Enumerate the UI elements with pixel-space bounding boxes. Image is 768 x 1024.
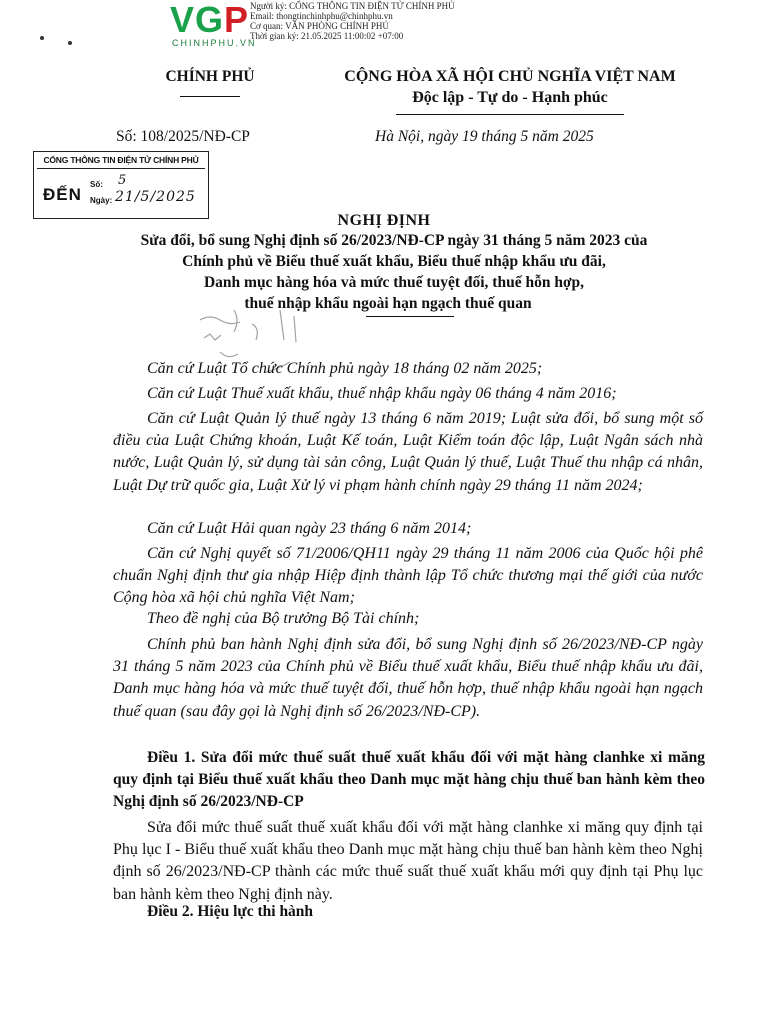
vgp-logo — [170, 2, 249, 38]
title-line-2: Chính phủ về Biểu thuế xuất khẩu, Biểu thuế nhập khẩu ưu đãi, — [182, 253, 606, 270]
document-type: NGHỊ ĐỊNH — [337, 212, 431, 229]
preamble-item: Căn cứ Luật Hải quan ngày 23 tháng 6 năm 2014; — [147, 520, 472, 537]
preamble-item: Căn cứ Nghị quyết số 71/2006/QH11 ngày 29 tháng 11 năm 2006 của Quốc hội phê chuẩn Nghị định thư gia nhập Hiệp định thành lập Tổ chức thương mại thế giới của nước Cộng hòa xã hội chủ nghĩa Việt Nam; — [113, 545, 703, 607]
title-line-3: Danh mục hàng hóa và mức thuế tuyệt đối, thuế hỗn hợp, — [203, 274, 585, 291]
issuer-underline — [180, 96, 240, 97]
title-underline — [366, 316, 454, 317]
stamp-number-value: 5 — [118, 173, 127, 188]
digital-signature-info — [250, 1, 455, 41]
title-line-4: thuế nhập khẩu ngoài hạn ngạch thuế quan — [244, 295, 532, 312]
preamble-enactment: Chính phủ ban hành Nghị định sửa đổi, bổ sung Nghị định số 26/2023/NĐ-CP ngày 31 tháng 5 năm 2023 của Chính phủ về Biểu thuế xuất khẩu, Biểu thuế nhập khẩu ưu đãi, Danh mục hàng hóa và mức thuế tuyệt đối, thuế hỗn hợp, thuế nhập khẩu ngoài hạn ngạch thuế quan (sau đây gọi là Nghị định số 26/2023/NĐ-CP). — [113, 636, 703, 720]
national-title: CỘNG HÒA XÃ HỘI CHỦ NGHĨA VIỆT NAM — [344, 68, 676, 85]
title-line-1: Sửa đổi, bổ sung Nghị định số 26/2023/NĐ-CP ngày 31 tháng 5 năm 2023 của — [140, 232, 648, 249]
place-date: Hà Nội, ngày 19 tháng 5 năm 2025 — [375, 128, 594, 145]
stamp-date-label: Ngày: — [90, 196, 113, 205]
vgp-logo-sub: CHINHPHU.VN — [172, 38, 257, 48]
signature-email: Email: thongtinchinhphu@chinhphu.vn — [250, 11, 393, 21]
issuer-name: CHÍNH PHỦ — [165, 68, 255, 85]
stamp-date-value: 21/5/2025 — [115, 189, 196, 205]
preamble-item: Theo đề nghị của Bộ trưởng Bộ Tài chính; — [147, 610, 420, 627]
article-1-body: Sửa đổi mức thuế suất thuế xuất khẩu đối với mặt hàng clanhke xi măng quy định tại Phụ lục I - Biểu thuế xuất khẩu theo Danh mục mặt hàng chịu thuế ban hành kèm theo Nghị định số 26/2023/NĐ-CP thành các mức thuế suất thuế xuất khẩu mới quy định tại Phụ lục ban hành kèm theo Nghị định này. — [113, 819, 703, 903]
motto-underline — [396, 114, 624, 115]
scan-mark — [40, 36, 44, 40]
stamp-den-label: ĐẾN — [43, 185, 82, 204]
national-motto: Độc lập - Tự do - Hạnh phúc — [412, 89, 608, 106]
document-number: Số: 108/2025/NĐ-CP — [116, 128, 250, 145]
scan-mark — [68, 41, 72, 45]
preamble-item: Căn cứ Luật Thuế xuất khẩu, thuế nhập khẩu ngày 06 tháng 4 năm 2016; — [147, 385, 617, 402]
stamp-number-label: Số: — [90, 180, 103, 189]
signature-agency: Cơ quan: VĂN PHÒNG CHÍNH PHỦ — [250, 21, 389, 31]
signature-time: Thời gian ký: 21.05.2025 11:00:02 +07:00 — [250, 31, 404, 41]
preamble-item: Căn cứ Luật Tổ chức Chính phủ ngày 18 tháng 02 năm 2025; — [147, 360, 543, 377]
stamp-title: CỔNG THÔNG TIN ĐIỆN TỬ CHÍNH PHỦ — [37, 155, 205, 169]
preamble-item: Căn cứ Luật Quản lý thuế ngày 13 tháng 6 năm 2019; Luật sửa đổi, bổ sung một số điều của Luật Chứng khoán, Luật Kế toán, Luật Kiểm toán độc lập, Luật Ngân sách nhà nước, Luật Quản lý, sử dụng tài sản công, Luật Quản lý thuế, Luật Thuế thu nhập cá nhân, Luật Dự trữ quốc gia, Luật Xử lý vi phạm hành chính ngày 29 tháng 11 năm 2024; — [113, 410, 703, 494]
article-2-title: Điều 2. Hiệu lực thi hành — [147, 903, 314, 920]
vgp-logo-text: VGP — [170, 0, 250, 40]
signature-signer: Người ký: CỔNG THÔNG TIN ĐIỆN TỬ CHÍNH PHỦ — [250, 1, 455, 11]
article-1-title: Điều 1. Sửa đổi mức thuế suất thuế xuất khẩu đối với mặt hàng clanhke xi măng quy định tại Biểu thuế xuất khẩu theo Danh mục mặt hàng chịu thuế ban hành kèm theo Nghị định số 26/2023/NĐ-CP — [113, 749, 705, 811]
